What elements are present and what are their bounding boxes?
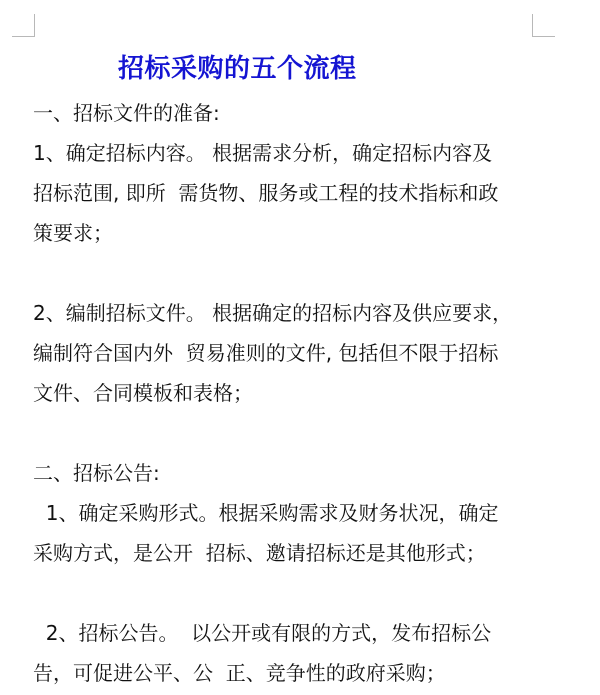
document-body [33,93,563,693]
document-title: 招标采购的五个流程 [118,54,357,84]
blank-line [33,573,563,613]
corner-crop-mark-top-right [532,14,555,37]
paragraph-line: 2、招标公告。 以公开或有限的方式，发布招标公 [33,621,492,645]
paragraph-line: 采购方式，是公开 招标、邀请招标还是其他形式； [33,541,486,565]
paragraph-line: 招标范围, 即所 需货物、服务或工程的技术指标和政 [33,181,499,205]
paragraph-line: 编制符合国内外 贸易准则的文件, 包括但不限于招标 [33,341,499,365]
paragraph-line: 策要求； [33,221,113,245]
paragraph-line: 文件、合同模板和表格； [33,381,253,405]
section-heading-2: 二、招标公告: [33,461,160,485]
section-heading-1: 一、招标文件的准备: [33,101,220,125]
paragraph-line: 1、确定招标内容。 根据需求分析，确定招标内容及 [33,141,493,165]
blank-line [33,413,563,453]
paragraph-line: 告，可促进公平、公 正、竞争性的政府采购； [33,661,446,685]
paragraph-line: 2、编制招标文件。 根据确定的招标内容及供应要求， [33,301,513,325]
paragraph-line: 1、确定采购形式。根据采购需求及财务状况，确定 [33,501,499,525]
corner-crop-mark-top-left [12,14,35,37]
blank-line [33,253,563,293]
